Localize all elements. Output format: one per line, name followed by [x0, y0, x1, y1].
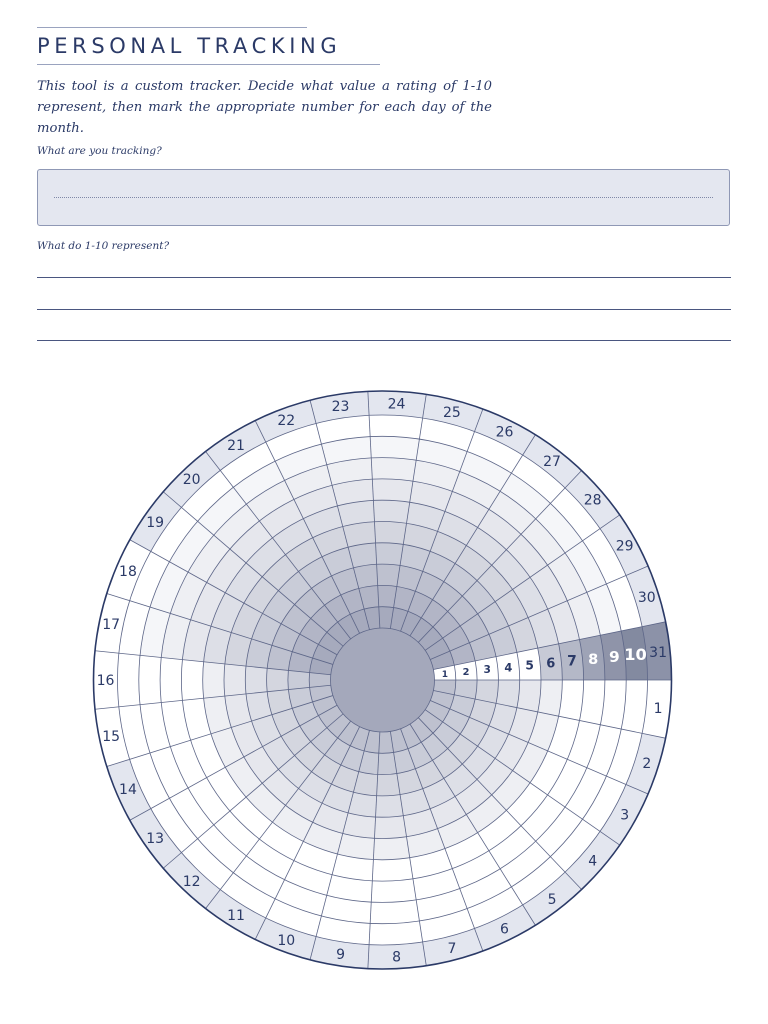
day-label-20: 20: [182, 472, 201, 489]
cell-day-8-rating-9: [370, 900, 419, 924]
cell-day-16-rating-6: [203, 662, 225, 698]
cell-day-16-rating-3: [267, 668, 289, 691]
tracking-question-label: What are you tracking?: [37, 145, 162, 157]
rating-key-3: 3: [483, 664, 491, 677]
day-label-30: 30: [637, 590, 656, 607]
day-label-1: 1: [653, 701, 663, 718]
cell-day-1-rating-6: [538, 680, 563, 716]
cell-day-16-rating-7: [181, 660, 203, 701]
day-label-7: 7: [447, 941, 457, 958]
cell-day-16-rating-9: [139, 655, 161, 704]
day-label-8: 8: [392, 949, 401, 966]
day-label-18: 18: [119, 563, 137, 580]
cell-day-8-rating-10: [369, 921, 423, 945]
rating-key-9: 9: [608, 647, 620, 666]
day-label-27: 27: [543, 453, 561, 470]
cell-day-1-rating-5: [517, 680, 541, 712]
day-label-16: 16: [96, 673, 115, 689]
day-label-12: 12: [182, 873, 201, 890]
cell-day-8-rating-8: [371, 879, 416, 903]
instructions-text: This tool is a custom tracker. Decide what value a rating of 1-10 represent, then mark the appropriate number for each day of the month.: [37, 79, 492, 136]
cell-day-8-rating-5: [374, 816, 406, 839]
rating-key-5: 5: [525, 658, 534, 673]
day-label-19: 19: [146, 514, 165, 531]
cell-day-16-rating-4: [245, 666, 267, 694]
day-label-26: 26: [495, 424, 514, 441]
rating-key-2: 2: [462, 667, 470, 679]
rating-key-6: 6: [546, 656, 556, 672]
page-title: PERSONAL TRACKING: [37, 34, 342, 58]
represent-question-label: What do 1-10 represent?: [37, 240, 170, 252]
day-label-28: 28: [583, 492, 602, 509]
cell-day-8-rating-4: [376, 795, 404, 818]
day-label-22: 22: [277, 413, 296, 430]
day-label-24: 24: [387, 396, 406, 413]
day-label-11: 11: [227, 908, 245, 925]
day-label-25: 25: [443, 404, 461, 421]
day-label-9: 9: [336, 946, 346, 963]
cell-day-16-rating-5: [224, 664, 246, 696]
day-label-17: 17: [102, 617, 121, 634]
day-label-29: 29: [615, 538, 634, 555]
wheel-center: [331, 628, 435, 732]
cell-day-8-rating-6: [373, 837, 409, 860]
day-label-15: 15: [102, 728, 121, 745]
cell-day-16-rating-10: [117, 653, 140, 707]
day-label-4: 4: [588, 853, 598, 870]
day-label-13: 13: [146, 831, 165, 848]
cell-day-1-rating-4: [496, 680, 520, 708]
rating-key-8: 8: [588, 650, 599, 668]
cell-day-8-rating-3: [377, 774, 400, 796]
cell-day-16-rating-2: [288, 670, 310, 689]
day-label-3: 3: [620, 807, 630, 824]
day-label-5: 5: [547, 892, 557, 909]
cell-day-8-rating-7: [372, 858, 413, 881]
rating-key-1: 1: [441, 669, 448, 680]
day-label-2: 2: [642, 755, 652, 772]
day-label-10: 10: [277, 932, 296, 949]
cell-day-16-rating-8: [160, 658, 182, 703]
day-label-14: 14: [119, 782, 137, 799]
day-label-23: 23: [331, 399, 350, 416]
rating-key-7: 7: [567, 653, 577, 670]
day-label-21: 21: [227, 437, 245, 454]
day-label-31: 31: [649, 644, 667, 661]
rating-key-10: 10: [624, 645, 647, 665]
rating-key-4: 4: [504, 660, 513, 675]
day-label-6: 6: [500, 921, 509, 938]
